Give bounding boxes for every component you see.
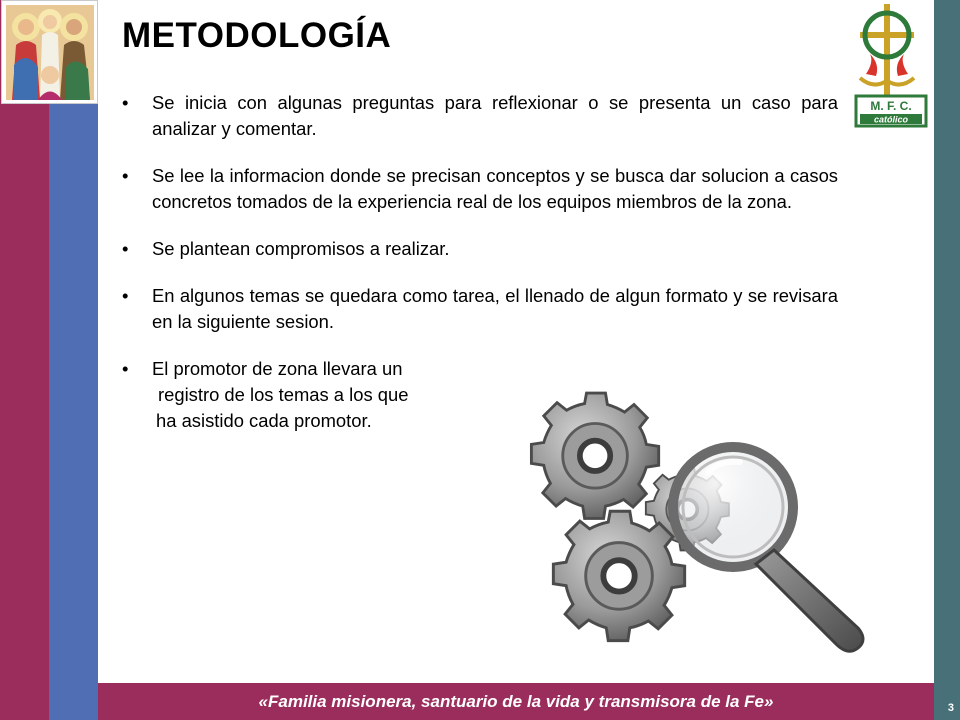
footer-bar xyxy=(98,683,934,720)
bullet-line: El promotor de zona llevara un xyxy=(152,358,403,379)
bullet-line: registro de los temas a los que xyxy=(158,384,409,405)
holy-family-image xyxy=(1,0,98,104)
slide-title: METODOLOGÍA xyxy=(122,16,392,55)
left-blue-stripe xyxy=(49,0,98,720)
bullet-line: ha asistido cada promotor. xyxy=(156,410,372,431)
right-teal-stripe xyxy=(934,0,960,720)
page-number: 3 xyxy=(947,702,954,714)
bullet-item: • En algunos temas se quedara como tarea, el llenado de algun formato y se revisara en la siguiente sesion. xyxy=(122,283,838,335)
left-maroon-stripe xyxy=(0,0,49,720)
logo-line2: católico xyxy=(873,114,909,125)
bullet-item: • Se plantean compromisos a realizar. xyxy=(122,236,838,262)
gears-magnifier-illustration xyxy=(508,372,888,672)
footer-motto: «Familia misionera, santuario de la vida y transmisora de la Fe» xyxy=(258,691,774,711)
bullet-item: • Se inicia con algunas preguntas para reflexionar o se presenta un caso para analizar y comentar. xyxy=(122,90,838,142)
bullet-item: • Se lee la informacion donde se precisan conceptos y se busca dar solucion a casos concretos tomados de la experiencia real de los equipos miembros de la zona. xyxy=(122,163,838,215)
bullet-item-last xyxy=(122,356,472,434)
holy-family-icon xyxy=(6,5,94,100)
logo-line1: M. F. C. xyxy=(870,99,912,113)
mfc-cross-logo xyxy=(852,4,936,128)
